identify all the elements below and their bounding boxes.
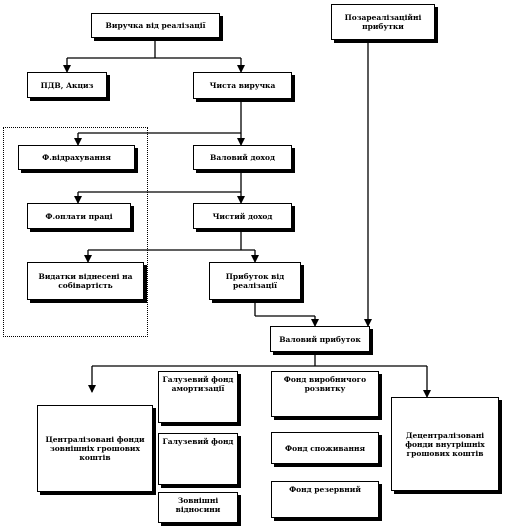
production-development-fund-box — [271, 371, 379, 417]
reserve-fund-box — [271, 481, 379, 518]
sector-depreciation-fund-box — [158, 371, 238, 423]
decentralized-funds-label: Децентралізовані фонди внутрішніх грошових коштів — [405, 430, 485, 458]
net-income-label: Чистий доход — [212, 211, 273, 221]
decentralized-funds-box — [391, 397, 499, 491]
net-income-box — [193, 203, 292, 229]
centralized-funds-box — [37, 405, 153, 492]
gross-profit-box — [270, 326, 370, 352]
revenue-from-sales-label: Виручка від реалізації — [105, 21, 206, 30]
consumption-fund-box — [271, 432, 379, 464]
net-revenue-label: Чиста виручка — [209, 81, 276, 90]
wage-fund-box — [27, 203, 131, 229]
gross-income-box — [193, 145, 292, 170]
profit-from-sales-box — [209, 262, 301, 300]
sector-depreciation-fund-label: Галузевий фонд амортизації — [162, 375, 234, 393]
depreciation-fund-box — [18, 145, 135, 170]
profit-from-sales-label: Прибуток від реалізації — [225, 272, 285, 290]
production-development-fund-label: Фонд виробничого розвитку — [283, 375, 367, 393]
sector-fund-box — [158, 433, 238, 485]
reserve-fund-label: Фонд резервний — [289, 485, 361, 494]
gross-profit-label: Валовий прибуток — [279, 334, 361, 344]
gross-income-label: Валовий доход — [210, 153, 275, 162]
revenue-from-sales-box — [91, 13, 220, 38]
depreciation-fund-label: Ф.відрахування — [42, 153, 111, 162]
centralized-funds-label: Централізовані фонди зовнішніх грошових коштів — [45, 435, 145, 462]
consumption-fund-label: Фонд споживання — [284, 443, 365, 453]
vat-excise-label: ПДВ, Акциз — [40, 80, 94, 90]
costs-to-cost-price-label: Видатки віднесені на собівартість — [38, 272, 133, 290]
external-deductions-label: Зовнішні відносини — [175, 496, 221, 514]
external-deductions-box — [158, 492, 238, 523]
non-operating-profit-box — [331, 4, 435, 40]
net-revenue-box — [193, 72, 292, 99]
costs-to-cost-price-box — [27, 262, 144, 300]
non-operating-profit-label: Позареалізаційні прибутки — [344, 13, 422, 31]
vat-excise-box — [27, 72, 107, 98]
sector-fund-label: Галузевий фонд — [162, 437, 234, 446]
wage-fund-label: Ф.оплати праці — [45, 211, 113, 221]
